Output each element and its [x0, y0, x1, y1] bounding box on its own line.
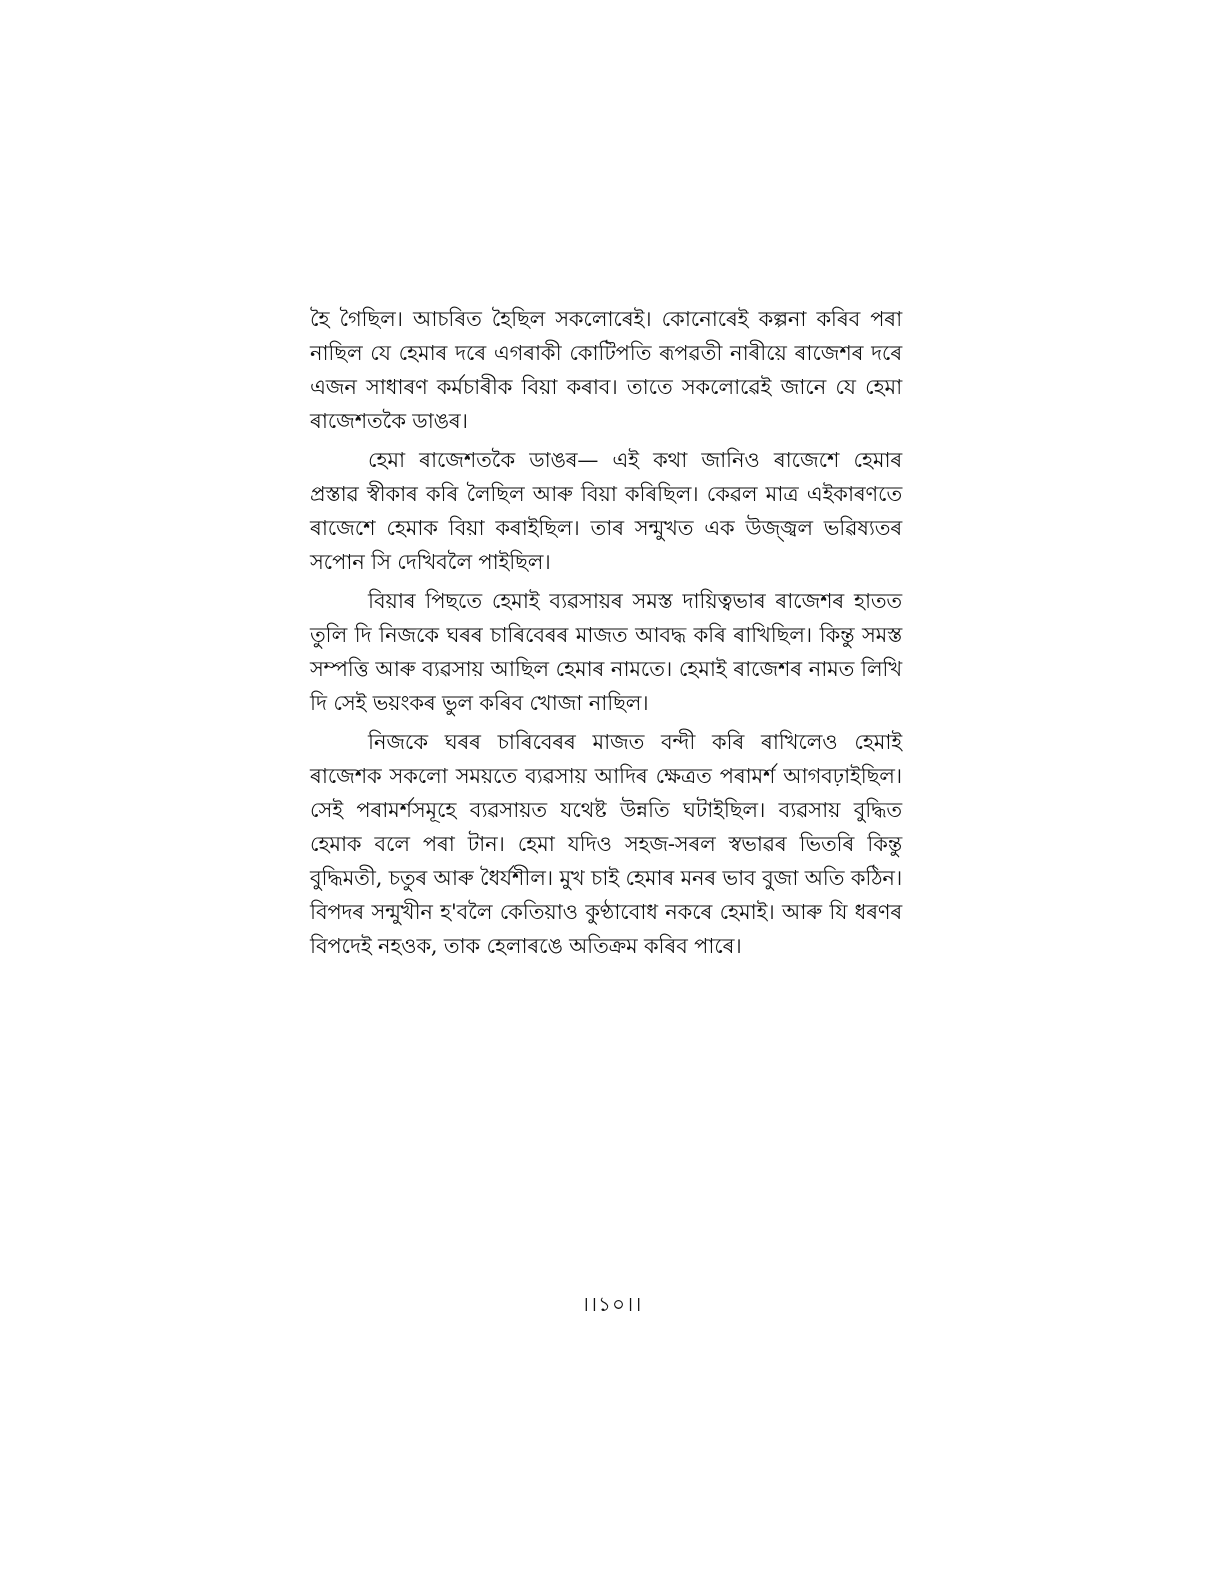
paragraph: বিয়াৰ পিছতে হেমাই ব্যৱসায়ৰ সমস্ত দায়িত্বভাৰ ৰাজেশৰ হাতত তুলি দি নিজকে ঘৰৰ চাৰিবেৰৰ মাজত আবদ্ধ কৰি ৰাখিছিল। কিন্তু সমস্ত সম্পত্তি আৰু ব্যৱসায় আছিল হেমাৰ নামতে। হেমাই ৰাজেশৰ নামত লিখি দি সেই ভয়ংকৰ ভুল কৰিব খোজা নাছিল। [310, 589, 902, 715]
paragraph: নিজকে ঘৰৰ চাৰিবেৰৰ মাজত বন্দী কৰি ৰাখিলেও হেমাই ৰাজেশক সকলো সময়তে ব্যৱসায় আদিৰ ক্ষেত্ৰত পৰামৰ্শ আগবঢ়াইছিল। সেই পৰামৰ্শসমূহে ব্যৱসায়ত যথেষ্ট উন্নতি ঘটাইছিল। ব্যৱসায় বুদ্ধিত হেমাক বলে পৰা টান। হেমা যদিও সহজ-সৰল স্বভাৱৰ ভিতৰি কিন্তু বুদ্ধিমতী, চতুৰ আৰু ধৈৰ্যশীল। মুখ চাই হেমাৰ মনৰ ভাব বুজা অতি কঠিন। বিপদৰ সন্মুখীন হ'বলৈ কেতিয়াও কুণ্ঠাবোধ নকৰে হেমাই। আৰু যি ধৰণৰ বিপদেই নহওক, তাক হেলাৰঙে অতিক্ৰম কৰিব পাৰে। [310, 730, 902, 958]
page-body-text [310, 302, 902, 963]
paragraph-continued: হৈ গৈছিল। আচৰিত হৈছিল সকলোৰেই। কোনোৰেই কল্পনা কৰিব পৰা নাছিল যে হেমাৰ দৰে এগৰাকী কোটিপতি ৰূপৱতী নাৰীয়ে ৰাজেশৰ দৰে এজন সাধাৰণ কৰ্মচাৰীক বিয়া কৰাব। তাতে সকলোৱেই জানে যে হেমা ৰাজেশতকৈ ডাঙৰ। [310, 307, 902, 433]
page-number: ।।১০।। [581, 1292, 643, 1316]
paragraph: হেমা ৰাজেশতকৈ ডাঙৰ— এই কথা জানিও ৰাজেশে হেমাৰ প্ৰস্তাৱ স্বীকাৰ কৰি লৈছিল আৰু বিয়া কৰিছিল। কেৱল মাত্ৰ এইকাৰণতে ৰাজেশে হেমাক বিয়া কৰাইছিল। তাৰ সন্মুখত এক উজ্জ্বল ভৱিষ্যতৰ সপোন সি দেখিবলৈ পাইছিল। [310, 448, 902, 574]
